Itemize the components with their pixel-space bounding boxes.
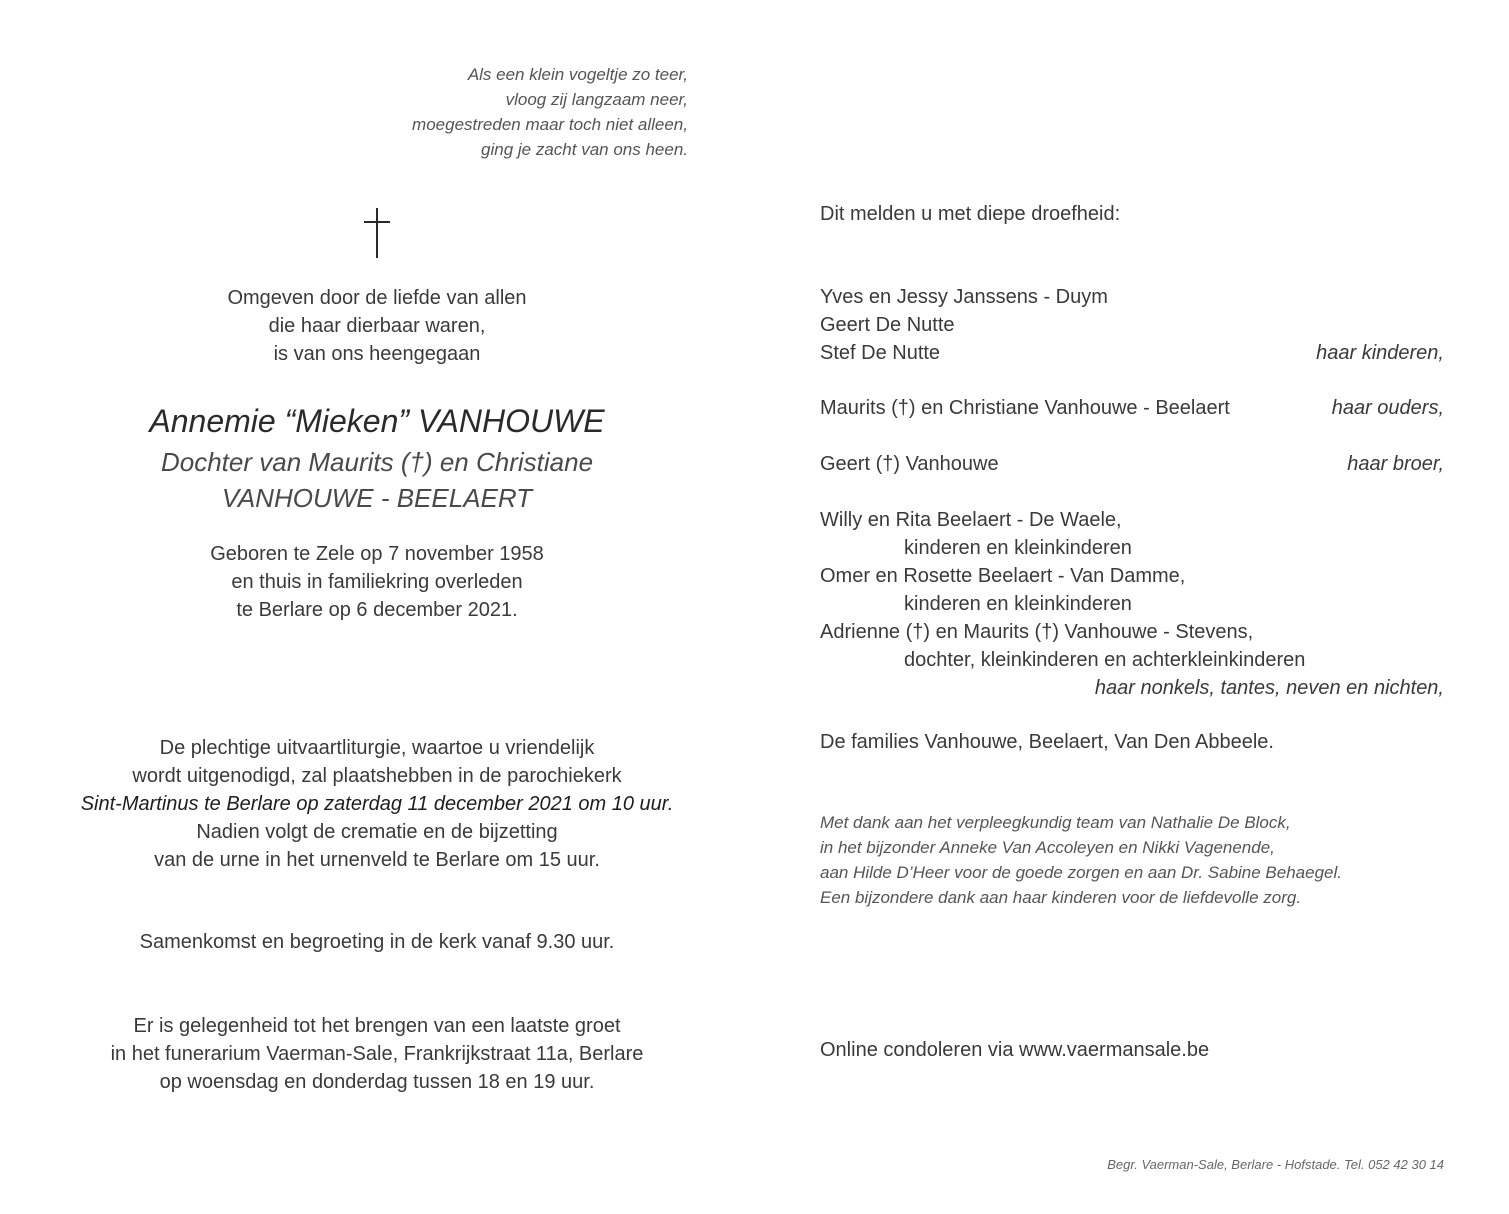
relation-label: haar ouders,	[1331, 397, 1444, 419]
relation-label: haar kinderen,	[1316, 342, 1444, 364]
children-block	[820, 283, 1444, 367]
parents-line	[0, 444, 754, 516]
thanks-line: in het bijzonder Anneke Van Accoleyen en Nikki Vagenende,	[820, 838, 1275, 857]
intro-text	[0, 284, 754, 368]
family-name: Omer en Rosette Beelaert - Van Damme,	[820, 565, 1186, 587]
funeral-line: wordt uitgenodigd, zal plaatshebben in de parochiekerk	[132, 765, 622, 787]
family-row	[820, 394, 1444, 422]
intro-line: Omgeven door de liefde van allen	[227, 287, 527, 309]
poem-line: moegestreden maar toch niet alleen,	[412, 115, 688, 134]
poem-line: Als een klein vogeltje zo teer,	[467, 65, 688, 84]
birth-death-line: en thuis in familiekring overleden	[231, 571, 523, 593]
family-row	[820, 339, 1444, 367]
visit-line: op woensdag en donderdag tussen 18 en 19 uur.	[159, 1071, 595, 1093]
funeral-info	[0, 734, 754, 874]
families-line: De families Vanhouwe, Beelaert, Van Den Abbeele.	[820, 731, 1274, 753]
visit-line: in het funerarium Vaerman-Sale, Frankrijkstraat 11a, Berlare	[110, 1043, 644, 1065]
family-name: Geert De Nutte	[820, 314, 955, 336]
visit-line: Er is gelegenheid tot het brengen van een laatste groet	[133, 1015, 621, 1037]
family-name: Maurits (†) en Christiane Vanhouwe - Beelaert	[820, 397, 1230, 419]
family-name: Geert (†) Vanhouwe	[820, 453, 999, 475]
poem-line: ging je zacht van ons heen.	[481, 140, 688, 159]
family-name: Willy en Rita Beelaert - De Waele,	[820, 509, 1122, 531]
thanks-line: aan Hilde D’Heer voor de goede zorgen en aan Dr. Sabine Behaegel.	[820, 863, 1342, 882]
family-row	[820, 590, 1444, 618]
brother-block	[820, 450, 1444, 478]
funeral-line: De plechtige uitvaartliturgie, waartoe u vriendelijk	[159, 737, 595, 759]
deceased-name: Annemie “Mieken” VANHOUWE	[149, 403, 605, 439]
family-name: Yves en Jessy Janssens - Duym	[820, 286, 1108, 308]
parents-block	[820, 394, 1444, 422]
family-row	[820, 283, 1444, 311]
poem	[412, 62, 688, 162]
funeral-church-date: Sint-Martinus te Berlare op zaterdag 11 december 2021 om 10 uur.	[80, 793, 674, 815]
funeral-line: van de urne in het urnenveld te Berlare om 15 uur.	[154, 849, 600, 871]
family-row	[820, 450, 1444, 478]
thanks-line: Een bijzondere dank aan haar kinderen voor de liefdevolle zorg.	[820, 888, 1302, 907]
birth-death-line: te Berlare op 6 december 2021.	[236, 599, 518, 621]
announcement-heading: Dit melden u met diepe droefheid:	[820, 203, 1121, 225]
online-condolences: Online condoleren via www.vaermansale.be	[820, 1039, 1210, 1061]
family-row	[820, 534, 1444, 562]
thanks-note	[820, 810, 1444, 910]
family-row	[820, 646, 1444, 674]
thanks-line: Met dank aan het verpleegkundig team van Nathalie De Block,	[820, 813, 1291, 832]
visit-info	[0, 1012, 754, 1096]
relation-label: haar broer,	[1347, 453, 1444, 475]
latin-cross-icon	[356, 206, 398, 260]
family-row	[820, 562, 1444, 590]
family-descendants: kinderen en kleinkinderen	[904, 537, 1132, 559]
birth-death-line: Geboren te Zele op 7 november 1958	[210, 543, 544, 565]
gathering-info: Samenkomst en begroeting in de kerk vanaf 9.30 uur.	[139, 931, 615, 953]
parents-line-text: VANHOUWE - BEELAERT	[221, 483, 533, 513]
relation-label: haar nonkels, tantes, neven en nichten,	[1094, 677, 1444, 699]
intro-line: is van ons heengegaan	[273, 343, 481, 365]
family-row	[820, 311, 1444, 339]
family-name: Adrienne (†) en Maurits (†) Vanhouwe - Stevens,	[820, 621, 1254, 643]
parents-line-text: Dochter van Maurits (†) en Christiane	[160, 447, 594, 477]
intro-line: die haar dierbaar waren,	[268, 315, 486, 337]
extended-family-block	[820, 506, 1444, 702]
birth-death-info	[0, 540, 754, 624]
funeral-home-footer: Begr. Vaerman-Sale, Berlare - Hofstade. Tel. 052 42 30 14	[1107, 1157, 1444, 1172]
family-name: Stef De Nutte	[820, 342, 941, 364]
family-descendants: kinderen en kleinkinderen	[904, 593, 1132, 615]
family-descendants: dochter, kleinkinderen en achterkleinkinderen	[904, 649, 1306, 671]
poem-line: vloog zij langzaam neer,	[505, 90, 688, 109]
family-row	[820, 618, 1444, 646]
funeral-line: Nadien volgt de crematie en de bijzetting	[196, 821, 558, 843]
family-row	[820, 506, 1444, 534]
